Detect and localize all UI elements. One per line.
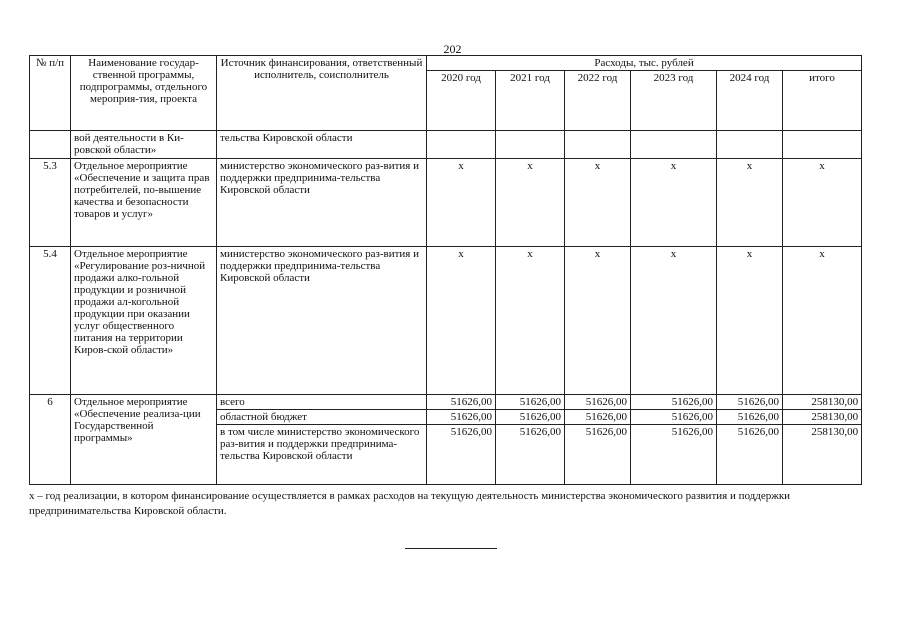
row-source: министерство экономического раз-вития и поддержки предпринима-тельства Кировской области [217,247,427,395]
row-num: 5.4 [30,247,71,395]
row-value [427,131,496,159]
row-value: 51626,00 [717,395,783,410]
row-value: х [631,159,717,247]
row-value [631,131,717,159]
row-value: 51626,00 [631,395,717,410]
row-value: х [496,247,565,395]
row-value [717,131,783,159]
row-source: областной бюджет [217,410,427,425]
row-value: х [565,247,631,395]
row-value: х [565,159,631,247]
row-value: 51626,00 [565,410,631,425]
row-value: х [496,159,565,247]
expenses-table [29,55,862,485]
row-name: вой деятельности в Ки-ровской области» [71,131,217,159]
header-source: Источник финансирования, ответственный исполнитель, соисполнитель [217,56,427,131]
row-source: всего [217,395,427,410]
row-value: х [783,159,862,247]
row-value [783,131,862,159]
row-value: 258130,00 [783,410,862,425]
row-name: Отдельное мероприятие «Регулирование роз-ничной продажи алко-гольной продукции и розничной продажи ал-когольной продукции при оказании услуг общественного питания на территории Киров-ской области» [71,247,217,395]
row-value: х [427,247,496,395]
table-row [30,159,862,247]
row-value: 51626,00 [427,395,496,410]
row-value: 51626,00 [496,425,565,485]
header-year: 2023 год [631,71,717,131]
row-source: тельства Кировской области [217,131,427,159]
row-value: 258130,00 [783,395,862,410]
header-year: 2022 год [565,71,631,131]
header-num: № п/п [30,56,71,131]
header-name: Наименование государ-ственной программы, подпрограммы, отдельного мероприя-тия, проекта [71,56,217,131]
row-num: 6 [30,395,71,485]
row-value: х [717,159,783,247]
row-value: х [717,247,783,395]
row-value: 51626,00 [427,410,496,425]
header-total: итого [783,71,862,131]
row-value: х [631,247,717,395]
header-year: 2020 год [427,71,496,131]
row-source: министерство экономического раз-вития и поддержки предпринима-тельства Кировской области [217,159,427,247]
row-name: Отдельное мероприятие «Обеспечение и защита прав потребителей, по-вышение качества и безопасности товаров и услуг» [71,159,217,247]
row-value: х [783,247,862,395]
row-value: 51626,00 [717,425,783,485]
row-value: х [427,159,496,247]
table-row [30,131,862,159]
row-value [565,131,631,159]
header-expenses: Расходы, тыс. рублей [427,56,862,71]
row-value: 51626,00 [565,395,631,410]
row-num [30,131,71,159]
page-number: 202 [443,42,462,56]
end-divider [405,548,497,549]
row-value: 51626,00 [496,410,565,425]
row-value: 51626,00 [565,425,631,485]
header-year: 2021 год [496,71,565,131]
row-num: 5.3 [30,159,71,247]
row-source: в том числе министерство экономического раз-вития и поддержки предпринима-тельства Кировской области [217,425,427,485]
row-value: 258130,00 [783,425,862,485]
row-value: 51626,00 [427,425,496,485]
row-value [496,131,565,159]
table-row [30,247,862,395]
row-value: 51626,00 [631,425,717,485]
row-value: 51626,00 [631,410,717,425]
header-year: 2024 год [717,71,783,131]
footnote: х – год реализации, в котором финансирование осуществляется в рамках расходов на текущую деятельность министерства экономического развития и поддержки предпринимательства Кировской области. [29,490,791,517]
table-row [30,395,862,410]
row-value: 51626,00 [717,410,783,425]
row-value: 51626,00 [496,395,565,410]
row-name: Отдельное мероприятие «Обеспечение реализа-ции Государственной программы» [71,395,217,485]
